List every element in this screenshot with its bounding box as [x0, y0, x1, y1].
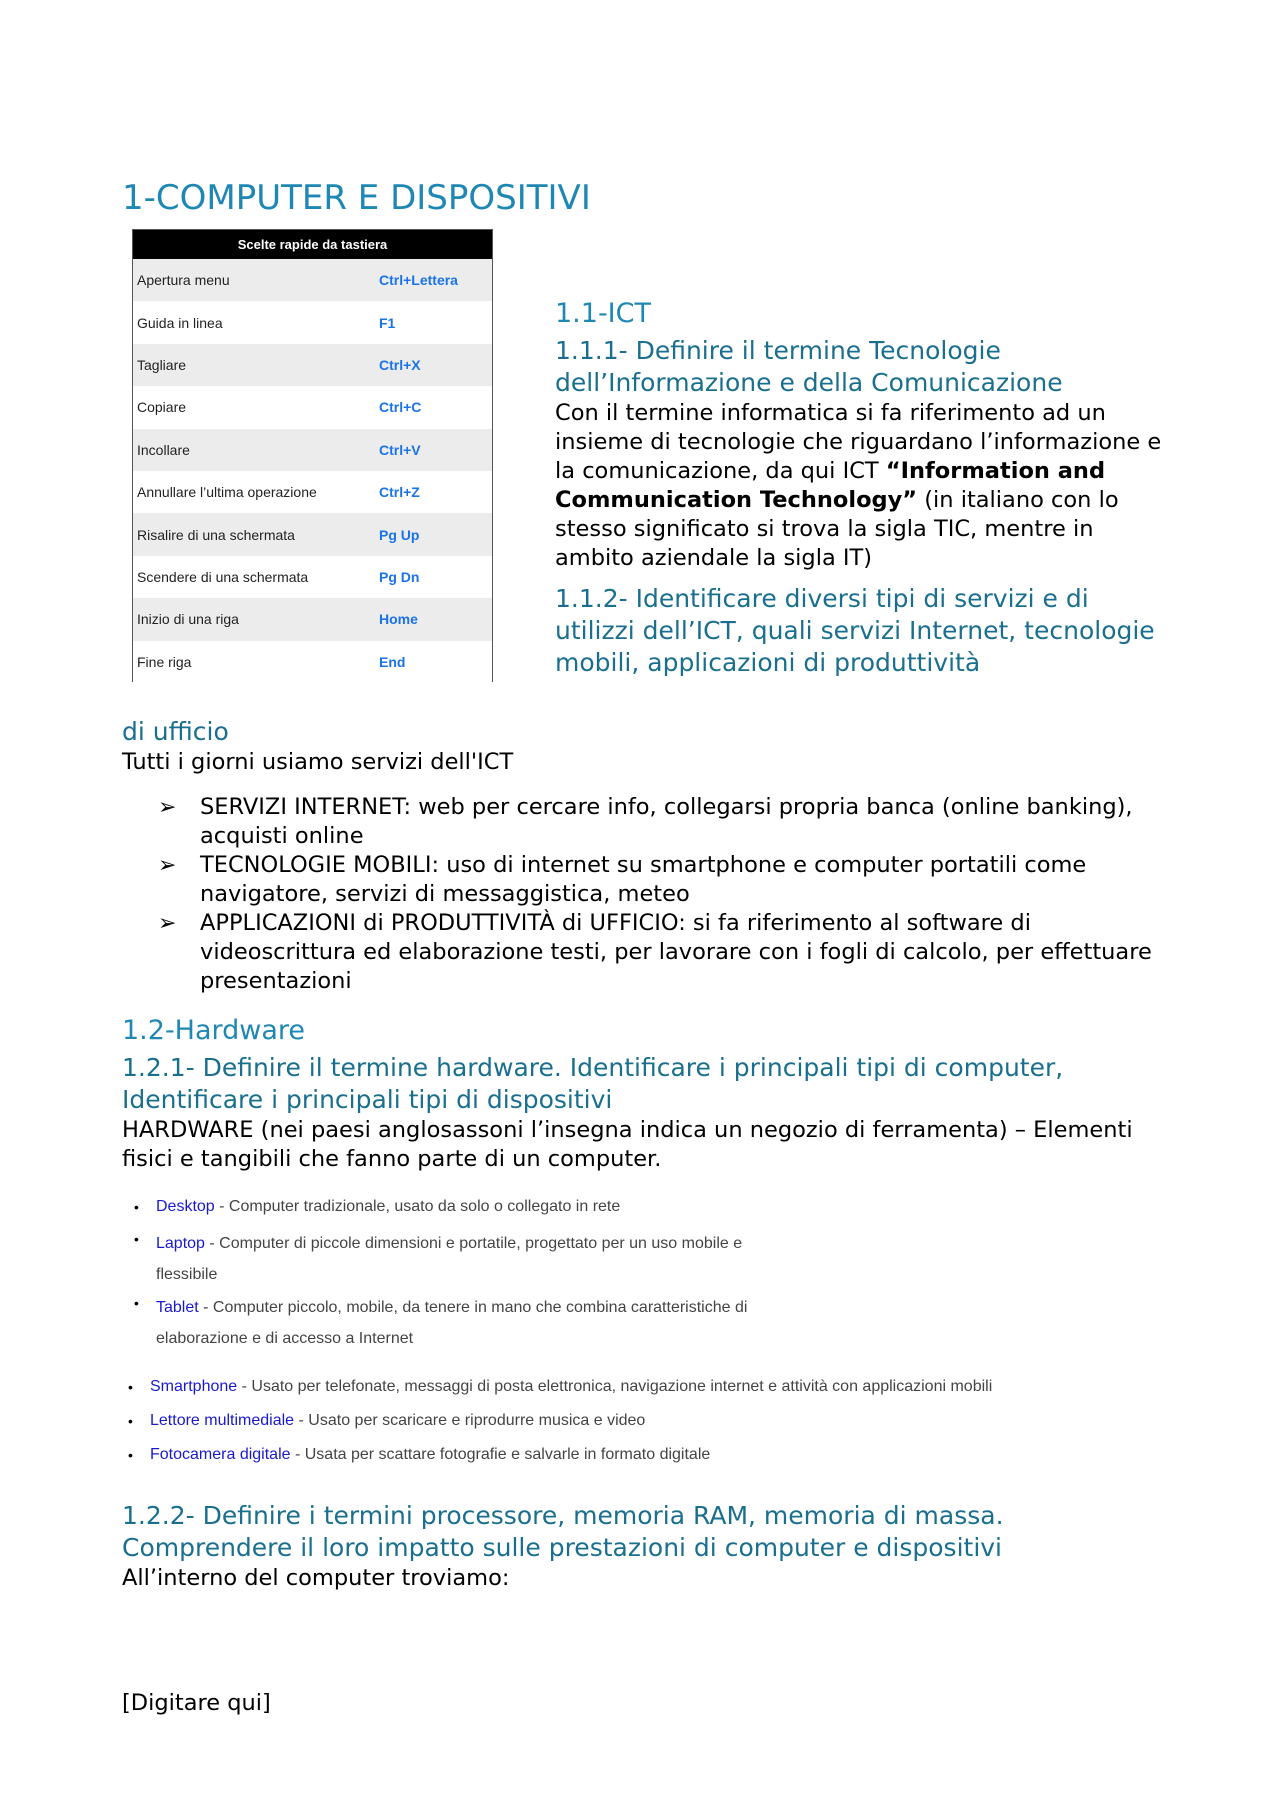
- list-item: [122, 851, 1172, 909]
- shortcut-label: Incollare: [137, 441, 190, 458]
- ict-sub1-bold: “Information and Communication Technology”: [555, 458, 1106, 513]
- computer-desc: - Computer di piccole dimensioni e portatile, progettato per un uso mobile e: [204, 1235, 743, 1252]
- device-types-list: [128, 1375, 1168, 1477]
- table-row: [133, 556, 492, 598]
- hardware-sub2: [122, 1500, 1172, 1593]
- table-row: [133, 301, 492, 343]
- ict-section: [555, 298, 1165, 679]
- shortcut-label: Apertura menu: [137, 272, 230, 289]
- ict-sub2-intro: Tutti i giorni usiamo servizi dell'ICT: [122, 749, 514, 775]
- table-row: [133, 429, 492, 471]
- shortcut-key: Ctrl+V: [379, 441, 421, 458]
- shortcut-key: Ctrl+Z: [379, 484, 420, 501]
- device-desc: - Usato per telefonate, messaggi di posta elettronica, navigazione internet e attività con applicazioni mobili: [237, 1378, 993, 1395]
- hardware-sub1-title: 1.2.1- Definire il termine hardware. Identificare i principali tipi di computer, Identificare i principali tipi di dispositivi: [122, 1053, 1064, 1114]
- shortcut-key: Ctrl+X: [379, 356, 421, 373]
- device-term: Fotocamera digitale: [150, 1446, 291, 1463]
- shortcut-label: Inizio di una riga: [137, 611, 239, 628]
- computer-term: Laptop: [156, 1235, 205, 1252]
- computer-term: Desktop: [156, 1198, 215, 1215]
- table-row: [133, 641, 492, 683]
- shortcuts-header: Scelte rapide da tastiera: [133, 230, 492, 259]
- ict-sub1-text-a: Con il termine informatica si fa riferimento ad un insieme di tecnologie che riguardano l’informazione e la comunicazione, da qui ICT: [555, 400, 1162, 484]
- ict-sub2-title-end: di ufficio: [122, 717, 229, 746]
- table-row: [133, 513, 492, 555]
- hardware-sub2-title: 1.2.2- Definire i termini processore, memoria RAM, memoria di massa. Comprendere il loro impatto sulle prestazioni di computer e dispositivi: [122, 1501, 1004, 1562]
- bullet-text: SERVIZI INTERNET: web per cercare info, collegarsi propria banca (online banking), acquisti online: [200, 794, 1133, 849]
- device-desc: - Usata per scattare fotografie e salvarle in formato digitale: [290, 1446, 711, 1463]
- bullet-text: TECNOLOGIE MOBILI: uso di internet su smartphone e computer portatili come navigatore, servizi di messaggistica, meteo: [200, 852, 1087, 907]
- shortcut-label: Annullare l’ultima operazione: [137, 484, 317, 501]
- table-row: [133, 598, 492, 640]
- device-term: Smartphone: [150, 1378, 238, 1395]
- bullet-dot-icon: •: [128, 1379, 133, 1395]
- ict-sub2-title: 1.1.2- Identificare diversi tipi di servizi e di utilizzi dell’ICT, quali servizi Internet, tecnologie mobili, applicazioni di produttività: [555, 584, 1155, 677]
- shortcuts-rows: [133, 259, 492, 683]
- shortcut-label: Fine riga: [137, 653, 192, 670]
- shortcut-label: Scendere di una schermata: [137, 568, 309, 585]
- computer-desc-cont: flessibile: [156, 1266, 218, 1283]
- shortcut-key: F1: [379, 314, 396, 331]
- hardware-sub2-text: All’interno del computer troviamo:: [122, 1565, 510, 1591]
- bullet-dot-icon: •: [134, 1295, 139, 1311]
- bullet-dot-icon: •: [134, 1231, 139, 1247]
- bullet-text: APPLICAZIONI di PRODUTTIVITÀ di UFFICIO: si fa riferimento al software di videoscrittura ed elaborazione testi, per lavorare con i fogli di calcolo, per effettuare presentazioni: [200, 910, 1152, 994]
- table-row: [133, 386, 492, 428]
- list-item: [134, 1228, 834, 1292]
- shortcut-key: Home: [379, 611, 418, 628]
- ict-heading: 1.1-ICT: [555, 298, 651, 329]
- shortcut-label: Copiare: [137, 399, 187, 416]
- list-item: [122, 793, 1172, 851]
- arrow-bullet-icon: ➢: [158, 853, 177, 878]
- hardware-heading: 1.2-Hardware: [122, 1015, 306, 1046]
- computer-desc: - Computer piccolo, mobile, da tenere in mano che combina caratteristiche di: [198, 1299, 748, 1316]
- computer-types-list: [134, 1196, 834, 1356]
- shortcut-key: Ctrl+C: [379, 399, 422, 416]
- list-item: [122, 909, 1172, 996]
- footer-placeholder[interactable]: [Digitare qui]: [122, 1690, 271, 1716]
- arrow-bullet-icon: ➢: [158, 911, 177, 936]
- computer-desc: - Computer tradizionale, usato da solo o collegato in rete: [214, 1198, 621, 1215]
- list-item: [134, 1292, 834, 1356]
- arrow-bullet-icon: ➢: [158, 795, 177, 820]
- ict-sub1-text-b: (in italiano con lo stesso significato si trova la sigla TIC, mentre in ambito aziendale la sigla IT): [555, 487, 1119, 571]
- computer-term: Tablet: [156, 1299, 199, 1316]
- device-term: Lettore multimediale: [150, 1412, 295, 1429]
- ict-sub1-title: 1.1.1- Definire il termine Tecnologie dell’Informazione e della Comunicazione: [555, 336, 1063, 397]
- table-row: [133, 471, 492, 513]
- list-item: [128, 1409, 1168, 1443]
- shortcut-label: Risalire di una schermata: [137, 526, 295, 543]
- bullet-dot-icon: •: [134, 1199, 139, 1215]
- bullet-dot-icon: •: [128, 1413, 133, 1429]
- computer-desc-cont: elaborazione e di accesso a Internet: [156, 1330, 414, 1347]
- shortcut-key: End: [379, 653, 406, 670]
- list-item: [134, 1196, 834, 1228]
- ict-sub2-continuation: [122, 716, 1172, 777]
- hardware-section: [122, 1015, 1172, 1174]
- table-row: [133, 344, 492, 386]
- keyboard-shortcuts-table: [132, 229, 493, 682]
- hardware-sub1-text: HARDWARE (nei paesi anglosassoni l’insegna indica un negozio di ferramenta) – Elementi fisici e tangibili che fanno parte di un computer.: [122, 1117, 1133, 1172]
- shortcut-key: Ctrl+Lettera: [379, 272, 458, 289]
- shortcut-key: Pg Dn: [379, 568, 420, 585]
- device-desc: - Usato per scaricare e riprodurre musica e video: [294, 1412, 646, 1429]
- page-title: 1-COMPUTER E DISPOSITIVI: [122, 178, 591, 218]
- list-item: [128, 1375, 1168, 1409]
- shortcut-label: Tagliare: [137, 356, 187, 373]
- shortcut-label: Guida in linea: [137, 314, 223, 331]
- bullet-dot-icon: •: [128, 1447, 133, 1463]
- ict-sub1-text: [555, 399, 1165, 573]
- ict-bullets: [122, 793, 1172, 996]
- shortcut-key: Pg Up: [379, 526, 420, 543]
- ict-bullet-list: [122, 793, 1172, 996]
- table-row: [133, 259, 492, 301]
- list-item: [128, 1443, 1168, 1477]
